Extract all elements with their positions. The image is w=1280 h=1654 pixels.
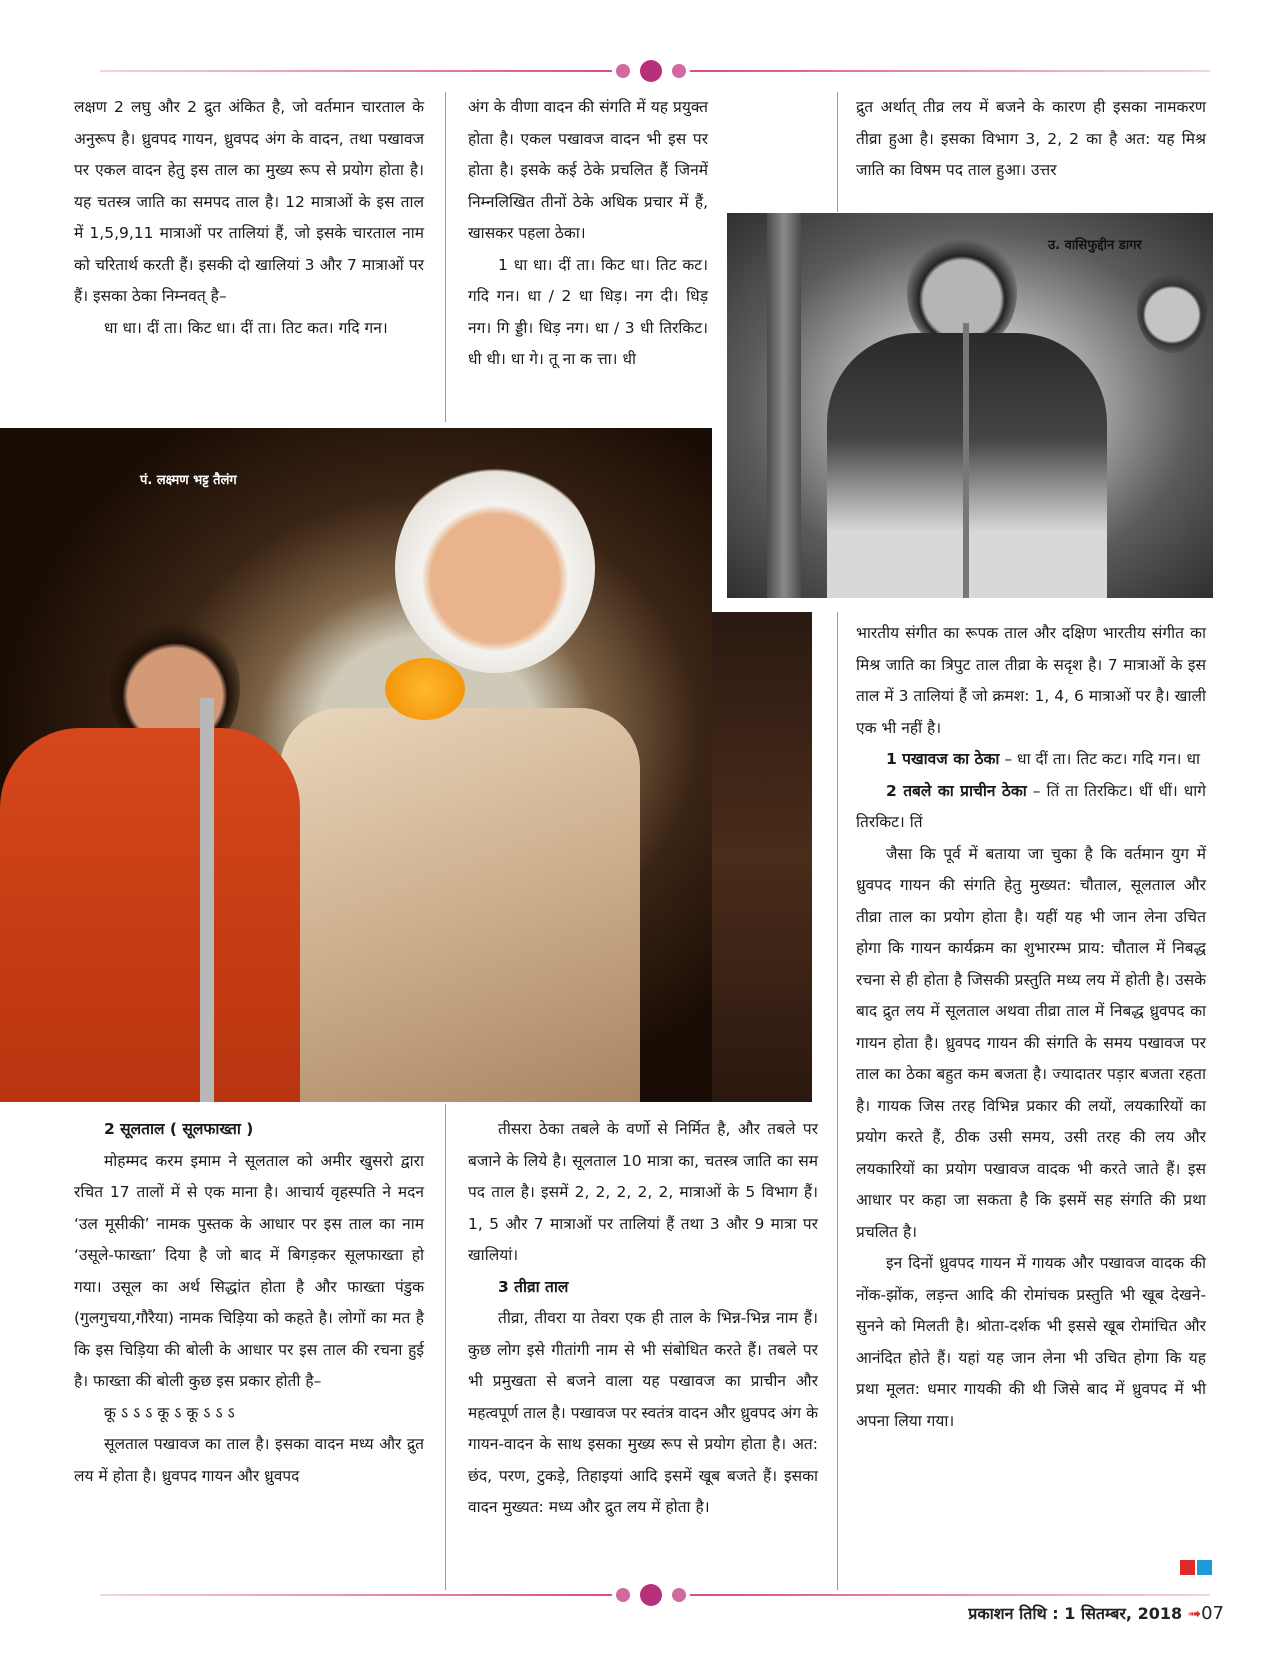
mic-stand [200, 698, 214, 1102]
theka-line: धा धा। दीं ता। किट धा। दीं ता। तिट कत। गदि गन। [104, 318, 388, 337]
column-2-bottom [468, 1114, 818, 1524]
photo-wasifuddin-dagar [727, 213, 1213, 598]
theka-label: 1 पखावज का ठेका [886, 750, 1000, 768]
column-3-top [856, 92, 1206, 187]
paragraph: अंग के वीणा वादन की संगति में यह प्रयुक्त होता है। एकल पखावज वादन भी इस पर होता है। इसके कई ठेके प्रचलित हैं जिनमें निम्नलिखित तीनों ठेके अधिक प्रचार में हैं, खासकर पहला ठेका। [468, 98, 708, 242]
tanpura [767, 213, 801, 598]
theka-line [856, 744, 1206, 776]
page-number: 07 [1201, 1603, 1224, 1624]
end-mark [1180, 1560, 1195, 1575]
column-3-body [856, 618, 1206, 1437]
page-footer [968, 1602, 1224, 1624]
section-heading: 2 सूलताल ( सूलफाख्ता ) [104, 1120, 254, 1138]
paragraph: भारतीय संगीत का रूपक ताल और दक्षिण भारतीय संगीत का मिश्र जाति का त्रिपुट ताल तीव्रा के सदृश है। 7 मात्राओं के इस ताल में 3 तालियां हैं जो क्रमश: 1, 4, 6 मात्राओं पर है। खाली एक भी नहीं है। [856, 624, 1206, 737]
photo-caption: उ. वासिफुद्दीन डागर [1048, 238, 1142, 253]
figure-body [280, 708, 640, 1102]
column-divider [445, 92, 446, 422]
paragraph: तीसरा ठेका तबले के वर्णो से निर्मित है, और तबले पर बजाने के लिये है। सूलताल 10 मात्रा का, चतस्त्र जाति का सम पद ताल है। इसमें 2, 2, 2, 2, 2, मात्राओं के 5 विभाग हैं। 1, 5 और 7 मात्राओं पर तालियां हैं तथा 3 और 9 मात्रा पर खालियां। [468, 1120, 818, 1264]
column-divider [445, 1104, 446, 1590]
photo-laxman-bhatt-tailang [0, 428, 712, 1102]
mic-stand [963, 323, 969, 598]
paragraph: जैसा कि पूर्व में बताया जा चुका है कि वर्तमान युग में ध्रुवपद गायन की संगति हेतु मुख्यत: चौताल, सूलताल और तीव्रा ताल का प्रयोग होता है। यहीं यह भी जान लेना उचित होगा कि गायन कार्यक्रम का शुभारम्भ प्राय: चौताल में निबद्ध रचना से ही होता है जिसकी प्रस्तुति मध्य लय में होती है। उसके बाद द्रुत लय में सूलताल अथवा तीव्रा ताल में निबद्ध ध्रुवपद का गायन होता है। ध्रुवपद गायन की संगति के समय पखावज पर ताल का ठेका बहुत कम बजता है। ज्यादातर पड़ार बजता रहता है। गायक जिस तरह विभिन्न प्रकार की लयों, लयकारियों का प्रयोग करते हैं, ठीक उसी समय, उसी तरह की लय और लयकारियों का प्रयोग पखावज वादक भी करते जाते हैं। इस आधार पर कहा जा सकता है कि इसमें सह संगति की प्रथा प्रचलित है। [856, 844, 1206, 1241]
theka-line [856, 776, 1206, 839]
column-2-top [468, 92, 708, 376]
photo-caption: पं. लक्ष्मण भट्ट तैलंग [140, 473, 237, 488]
theka-text: – धा दीं ता। तिट कट। गदि गन। धा [999, 750, 1201, 768]
column-1-bottom [74, 1114, 424, 1492]
top-ornament [612, 58, 690, 84]
bol-line: कू ऽ ऽ ऽ कू ऽ कू ऽ ऽ ऽ [104, 1403, 235, 1422]
publication-date: प्रकाशन तिथि : 1 सितम्बर, 2018 [968, 1604, 1183, 1623]
paragraph: मोहम्मद करम इमाम ने सूलताल को अमीर खुसरो द्वारा रचित 17 तालों में से एक माना है। आचार्य वृहस्पति ने मदन ‘उल मूसीकी’ नामक पुस्तक के आधार पर इस ताल का नाम ‘उसूले-फाख्ता’ दिया है जो बाद में बिगड़कर सूलफाख्ता हो गया। उसूल का अर्थ सिद्धांत होता है और फाख्ता पंडुक (गुलगुचया,गौरैया) नामक चिड़िया को कहते है। लोगों का मत है कि इस चिड़िया की बोली के आधार पर इस ताल की रचना हुई है। फाख्ता की बोली कुछ इस प्रकार होती है– [74, 1151, 424, 1390]
arrow-icon: ➟ [1187, 1604, 1202, 1623]
paragraph: द्रुत अर्थात् तीव्र लय में बजने के कारण ही इसका नामकरण तीव्रा हुआ है। इसका विभाग 3, 2, 2 का है अत: यह मिश्र जाति का विषम पद ताल हुआ। उत्तर [856, 98, 1206, 179]
column-divider [837, 612, 838, 1590]
paragraph: सूलताल पखावज का ताल है। इसका वादन मध्य और द्रुत लय में होता है। ध्रुवपद गायन और ध्रुवपद [74, 1435, 424, 1485]
photo-background-figure [712, 612, 812, 1102]
paragraph: तीव्रा, तीवरा या तेवरा एक ही ताल के भिन्न-भिन्न नाम हैं। कुछ लोग इसे गीतांगी नाम से भी संबोधित करते हैं। तबले पर भी प्रमुखता से बजने वाला यह पखावज का प्राचीन और महत्वपूर्ण ताल है। पखावज पर स्वतंत्र वादन और ध्रुवपद अंग के गायन-वादन के साथ इसका मुख्य रूप से प्रयोग होता है। अत: छंद, परण, टुकड़े, तिहाइयां आदि इसमें खूब बजते हैं। इसका वादन मुख्यत: मध्य और द्रुत लय में होता है। [468, 1309, 818, 1516]
theka-line: 1 धा धा। दीं ता। किट धा। तिट कट। गदि गन। धा / 2 धा धिड़। नग दी। धिड़ नग। गि ड्डी। धिड़ नग। धा / 3 धी तिरकिट। धी धी। धा गे। तू ना क त्ता। धी [468, 255, 708, 368]
end-mark [1197, 1560, 1212, 1575]
bottom-ornament [612, 1582, 690, 1608]
microphone [385, 658, 465, 720]
figure-body [0, 728, 300, 1102]
column-1-top [74, 92, 424, 344]
column-divider [837, 92, 838, 212]
paragraph: इन दिनों ध्रुवपद गायन में गायक और पखावज वादक की नोंक-झोंक, लड़न्त आदि की रोमांचक प्रस्तुति भी खूब देखने-सुनने को मिलती है। श्रोता-दर्शक भी इससे खूब रोमांचित और आनंदित होते हैं। यहां यह जान लेना भी उचित होगा कि यह प्रथा मूलत: धमार गायकी की थी जिसे बाद में ध्रुवपद में भी अपना लिया गया। [856, 1254, 1206, 1430]
theka-label: 2 तबले का प्राचीन ठेका [886, 781, 1027, 800]
paragraph: लक्षण 2 लघु और 2 द्रुत अंकित है, जो वर्तमान चारताल के अनुरूप है। ध्रुवपद गायन, ध्रुवपद अंग के वादन, तथा पखावज पर एकल वादन हेतु इस ताल का मुख्य रूप से प्रयोग होता है। यह चतस्त्र जाति का समपद ताल है। 12 मात्राओं के इस ताल में 1,5,9,11 मात्राओं पर तालियां हैं, जो इसके चारताल नाम को चरितार्थ करती हैं। इसकी दो खालियां 3 और 7 मात्राओं पर हैं। इसका ठेका निम्नवत् है– [74, 98, 424, 305]
theka-text: – तिं ता तिरकिट। धीं धीं। धागे तिरकिट। तिं [856, 781, 1207, 831]
section-heading: 3 तीव्रा ताल [498, 1277, 569, 1296]
